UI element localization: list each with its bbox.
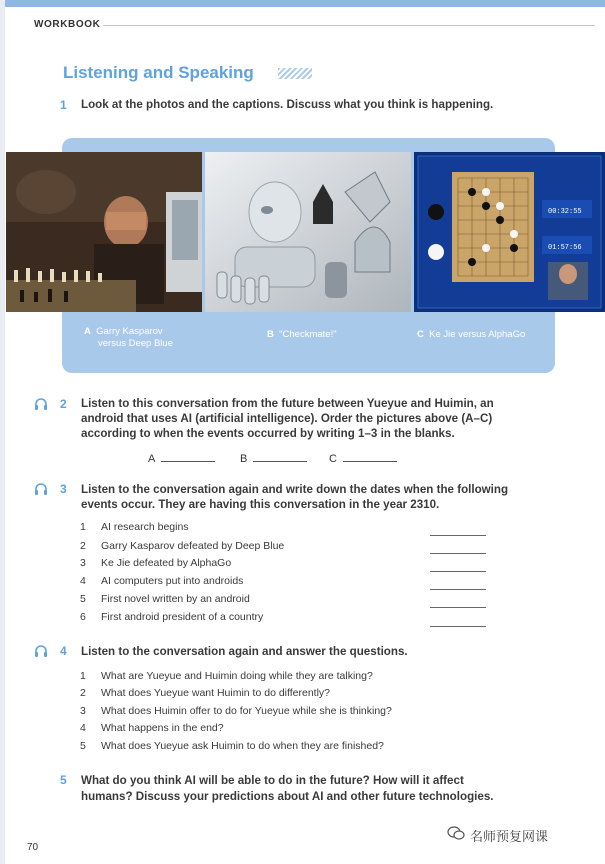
watermark-text: 名师预复网课: [470, 829, 549, 844]
q3-line1: Listen to the conversation again and write down the dates when the following: [81, 483, 509, 496]
photo-b-robot-checkmate: [205, 152, 411, 312]
caption-b-letter: B: [267, 329, 274, 340]
caption-c-letter: C: [417, 329, 424, 340]
chat-bubble-icon: [447, 826, 465, 840]
caption-b: [267, 329, 337, 341]
answer-line[interactable]: [430, 607, 486, 608]
q5-number: 5: [60, 773, 67, 787]
page-gutter: [0, 0, 5, 864]
answer-line[interactable]: [430, 535, 486, 536]
caption-a-line2: versus Deep Blue: [98, 338, 173, 349]
blank-c-label: C: [329, 453, 337, 465]
answer-line[interactable]: [430, 589, 486, 590]
q3-number: 3: [60, 482, 67, 496]
workbook-label: WORKBOOK: [34, 19, 101, 30]
q5-line2: humans? Discuss your predictions about AI and other future technologies.: [81, 790, 494, 803]
caption-c: [417, 329, 525, 341]
top-color-stripe: [0, 0, 605, 7]
caption-a-line1: Garry Kasparov: [96, 326, 163, 337]
photo-a-kasparov: [6, 152, 202, 312]
clock-2: 01:57:56: [548, 244, 582, 252]
q1-number: 1: [60, 98, 67, 112]
q4-number: 4: [60, 644, 67, 658]
q2-number: 2: [60, 397, 67, 411]
blank-a-label: A: [148, 453, 156, 465]
q1-text: Look at the photos and the captions. Discuss what you think is happening.: [81, 98, 494, 111]
list-item: 2 Garry Kasparov defeated by Deep Blue: [80, 540, 285, 552]
q2-line2: android that uses AI (artificial intelligence). Order the pictures above (A–C): [81, 412, 493, 425]
caption-b-text: "Checkmate!": [279, 329, 337, 340]
blank-b-label: B: [240, 453, 248, 465]
list-item: 6 First android president of a country: [80, 611, 264, 623]
q2-line3: according to when the events occurred by writing 1–3 in the blanks.: [81, 427, 455, 440]
section-title: Listening and Speaking: [63, 63, 254, 82]
caption-a-letter: A: [84, 326, 91, 337]
list-item: 1 What are Yueyue and Huimin doing while they are talking?: [80, 670, 373, 682]
caption-a: [84, 326, 173, 350]
answer-line[interactable]: [430, 553, 486, 554]
header-rule: [103, 25, 595, 26]
q5-line1: What do you think AI will be able to do in the future? How will it affect: [81, 774, 464, 787]
q3-line2: events occur. They are having this conversation in the year 2310.: [81, 498, 440, 511]
list-item: 1 AI research begins: [80, 521, 189, 533]
list-item: 4 What happens in the end?: [80, 722, 224, 734]
title-hatch-decoration: [278, 68, 312, 79]
list-item: 3 What does Huimin offer to do for Yueyue while she is thinking?: [80, 705, 392, 717]
list-item: 4 AI computers put into androids: [80, 575, 244, 587]
q4-text: Listen to the conversation again and answer the questions.: [81, 645, 408, 658]
blank-c[interactable]: [329, 451, 397, 465]
headphones-icon: [34, 397, 48, 411]
list-item: 5 What does Yueyue ask Huimin to do when they are finished?: [80, 740, 384, 752]
list-item: 5 First novel written by an android: [80, 593, 250, 605]
q2-line1: Listen to this conversation from the future between Yueyue and Huimin, an: [81, 397, 494, 410]
page-number: 70: [27, 842, 39, 853]
headphones-icon: [34, 482, 48, 496]
blank-a[interactable]: [148, 451, 215, 465]
photo-c-alphago: [414, 152, 605, 312]
answer-line[interactable]: [430, 626, 486, 627]
answer-line[interactable]: [430, 571, 486, 572]
caption-c-text: Ke Jie versus AlphaGo: [429, 329, 526, 340]
headphones-icon: [34, 644, 48, 658]
list-item: 3 Ke Jie defeated by AlphaGo: [80, 557, 232, 569]
blank-b[interactable]: [240, 451, 307, 465]
clock-1: 00:32:55: [548, 208, 582, 216]
list-item: 2 What does Yueyue want Huimin to do differently?: [80, 687, 331, 699]
